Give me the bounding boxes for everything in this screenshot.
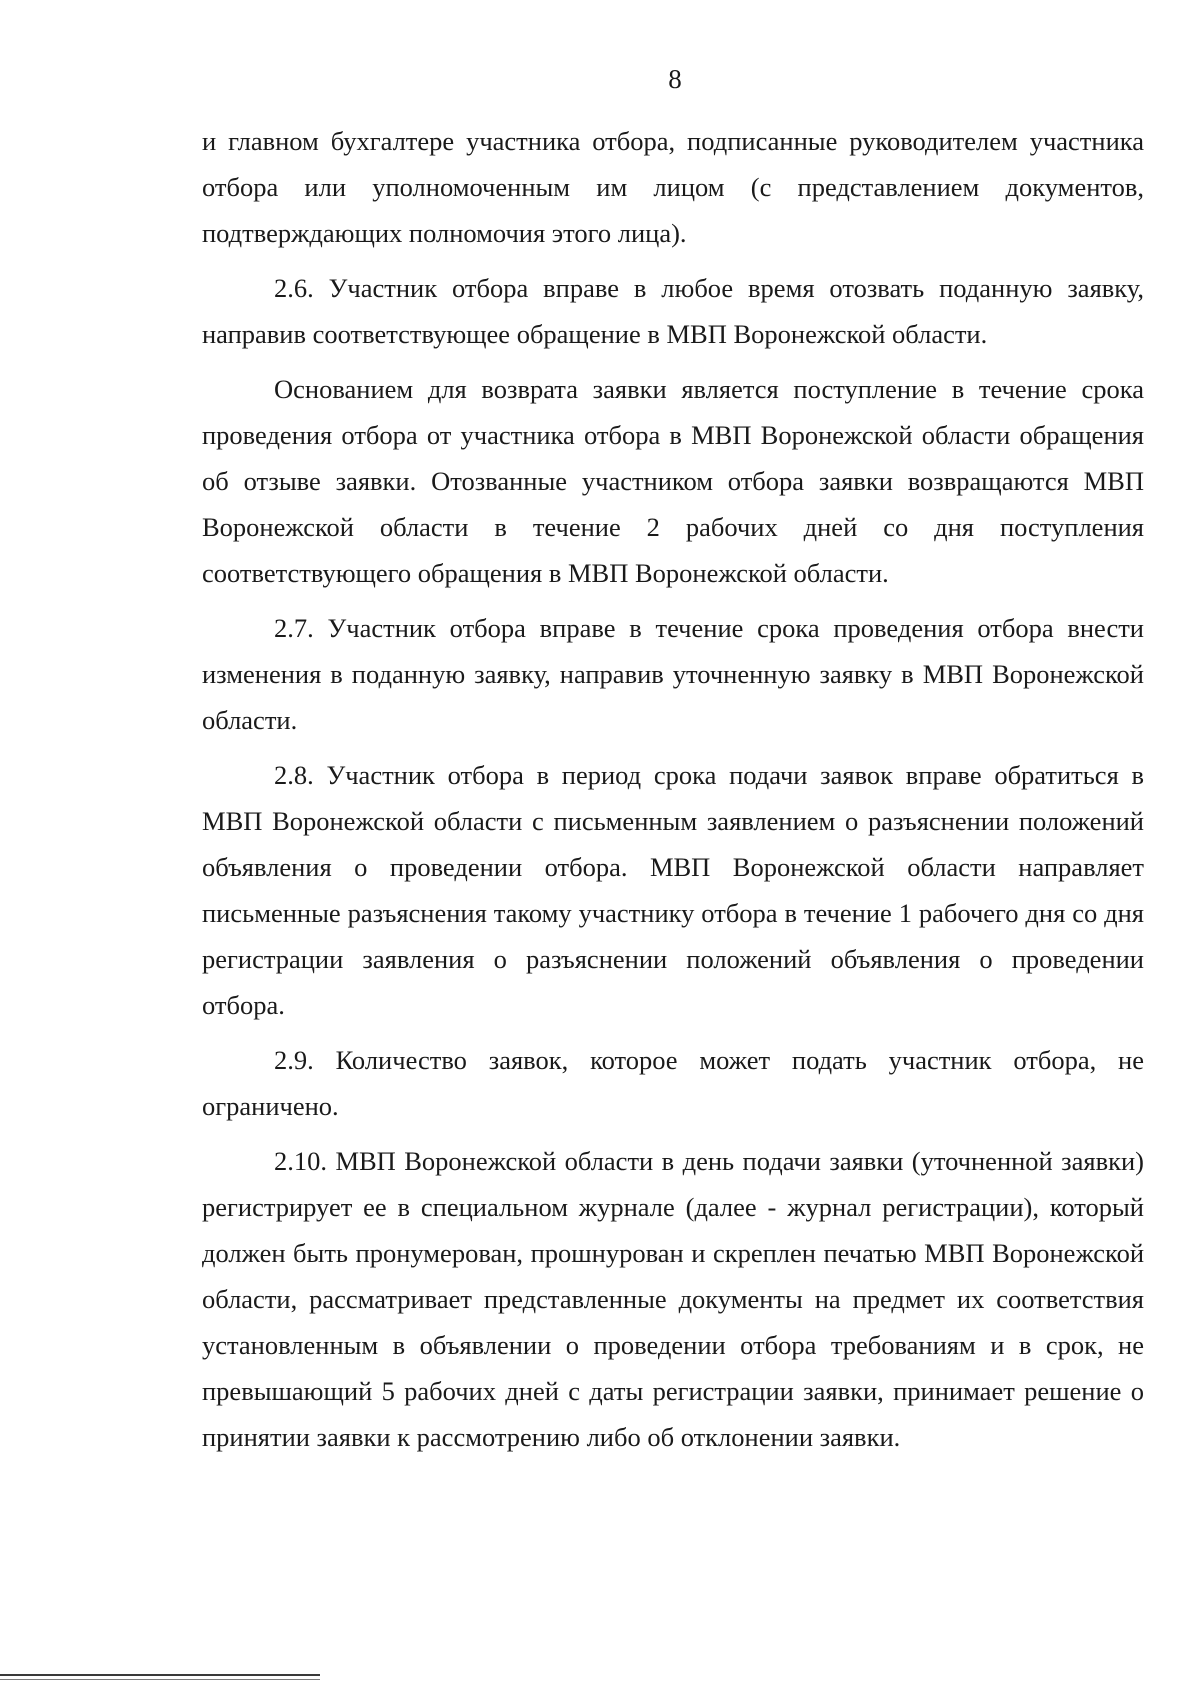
- paragraph-2-6: 2.6. Участник отбора вправе в любое время отозвать поданную заявку, направив соответствующее обращение в МВП Воронежской области.: [202, 273, 1144, 349]
- paragraph-return-basis: Основанием для возврата заявки является поступление в течение срока проведения отбора от участника отбора в МВП Воронежской области обращения об отзыве заявки. Отозванные участником отбора заявки возвращаются МВП Воронежской области в течение 2 рабочих дней со дня поступления соответствующего обращения в МВП Воронежской области.: [202, 374, 1144, 588]
- footer-rule: [0, 1674, 320, 1676]
- paragraph-continuation: и главном бухгалтере участника отбора, подписанные руководителем участника отбора или уполномоченным им лицом (с представлением документов, подтверждающих полномочия этого лица).: [202, 126, 1144, 248]
- page-number: 8: [668, 64, 682, 94]
- paragraph-2-8: 2.8. Участник отбора в период срока подачи заявок вправе обратиться в МВП Воронежской области с письменным заявлением о разъяснении положений объявления о проведении отбора. МВП Воронежской области направляет письменные разъяснения такому участнику отбора в течение 1 рабочего дня со дня регистрации заявления о разъяснении положений объявления о проведении отбора.: [202, 760, 1144, 1020]
- paragraph-2-9: 2.9. Количество заявок, которое может подать участник отбора, не ограничено.: [202, 1045, 1144, 1121]
- footer-rule-secondary: [0, 1679, 320, 1680]
- paragraph-2-7: 2.7. Участник отбора вправе в течение срока проведения отбора внести изменения в поданную заявку, направив уточненную заявку в МВП Воронежской области.: [202, 613, 1144, 735]
- paragraph-2-10: 2.10. МВП Воронежской области в день подачи заявки (уточненной заявки) регистрирует ее в специальном журнале (далее - журнал регистрации), который должен быть пронумерован, прошнурован и скреплен печатью МВП Воронежской области, рассматривает представленные документы на предмет их соответствия установленным в объявлении о проведении отбора требованиям и в срок, не превышающий 5 рабочих дней с даты регистрации заявки, принимает решение о принятии заявки к рассмотрению либо об отклонении заявки.: [202, 1146, 1144, 1452]
- document-body: [202, 118, 1144, 1460]
